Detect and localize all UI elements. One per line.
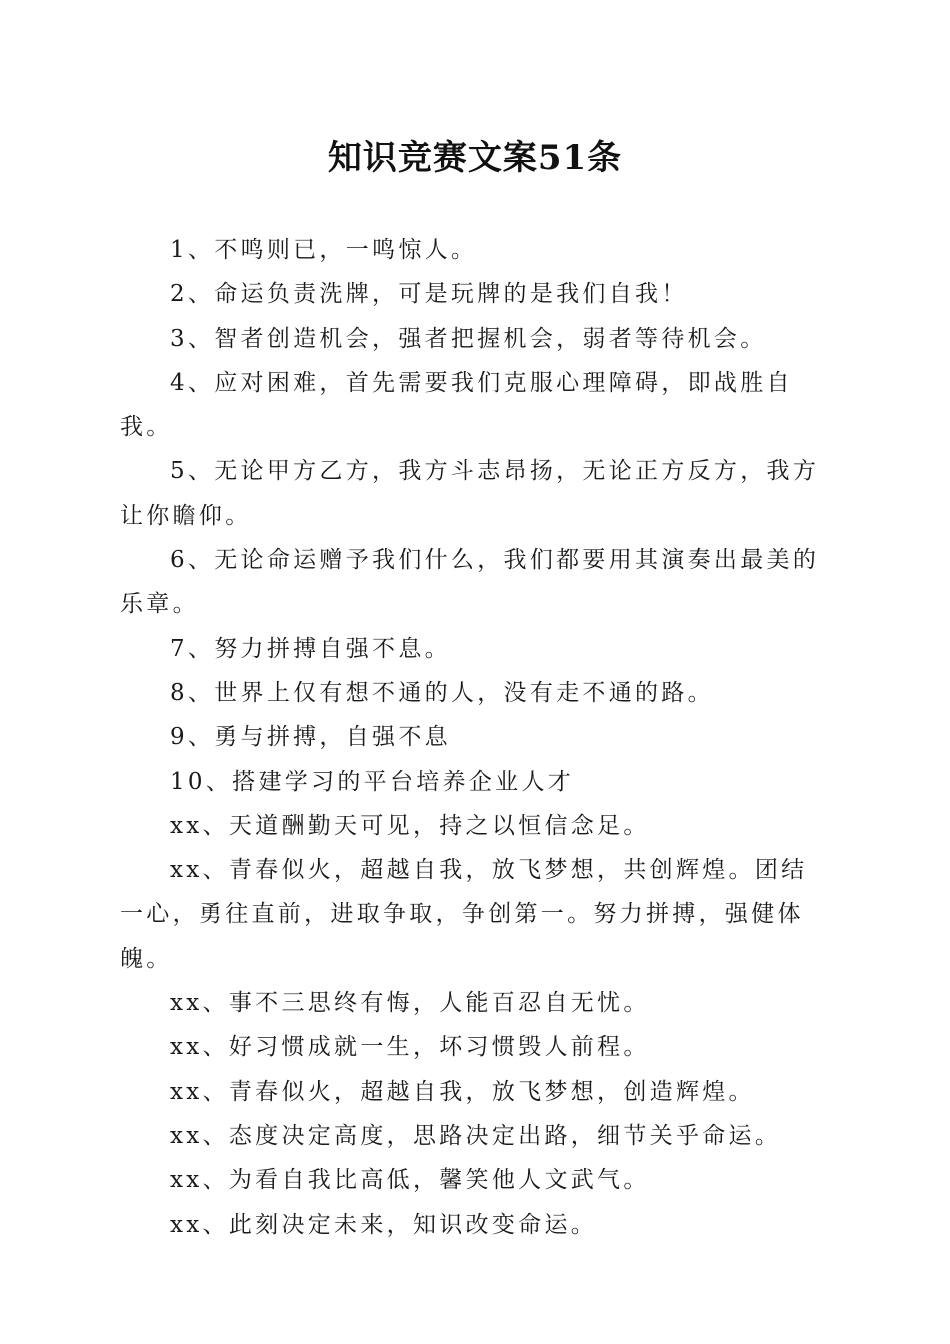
list-item: 7、努力拼搏自强不息。 (170, 635, 451, 662)
list-item: 9、勇与拼搏，自强不息 (170, 724, 451, 751)
list-item: 2、命运负责洗牌，可是玩牌的是我们自我！ (170, 281, 688, 308)
list-item: xx、为看自我比高低，馨笑他人文武气。 (170, 1167, 650, 1194)
document-title: 知识竞赛文案51条 (327, 138, 623, 178)
list-item: 5、无论甲方乙方，我方斗志昂扬，无论正方反方，我方让你瞻仰。 (120, 458, 820, 529)
list-item: xx、事不三思终有悔，人能百忍自无忧。 (170, 990, 650, 1017)
list-item: 1、不鸣则已，一鸣惊人。 (170, 237, 478, 263)
list-item: 4、应对困难，首先需要我们克服心理障碍，即战胜自我。 (120, 369, 793, 441)
document-body (120, 228, 830, 1247)
list-item: xx、青春似火，超越自我，放飞梦想，创造辉煌。 (170, 1078, 755, 1105)
list-item: xx、态度决定高度，思路决定出路，细节关乎命运。 (170, 1122, 782, 1149)
list-item: 6、无论命运赠予我们什么，我们都要用其演奏出最美的乐章。 (120, 547, 820, 618)
list-item: xx、好习惯成就一生，坏习惯毁人前程。 (170, 1034, 650, 1061)
list-item: xx、青春似火，超越自我，放飞梦想，共创辉煌。团结一心，勇往直前，进取争取，争创第一。努力拼搏，强健体魄。 (120, 857, 808, 972)
list-item: 3、智者创造机会，强者把握机会，弱者等待机会。 (170, 325, 767, 352)
list-item: xx、天道酬勤天可见，持之以恒信念足。 (170, 812, 650, 839)
list-item: 8、世界上仅有想不通的人，没有走不通的路。 (170, 679, 714, 706)
list-item: xx、此刻决定未来，知识改变命运。 (170, 1211, 598, 1238)
list-item: 10、搭建学习的平台培养企业人才 (170, 768, 575, 795)
